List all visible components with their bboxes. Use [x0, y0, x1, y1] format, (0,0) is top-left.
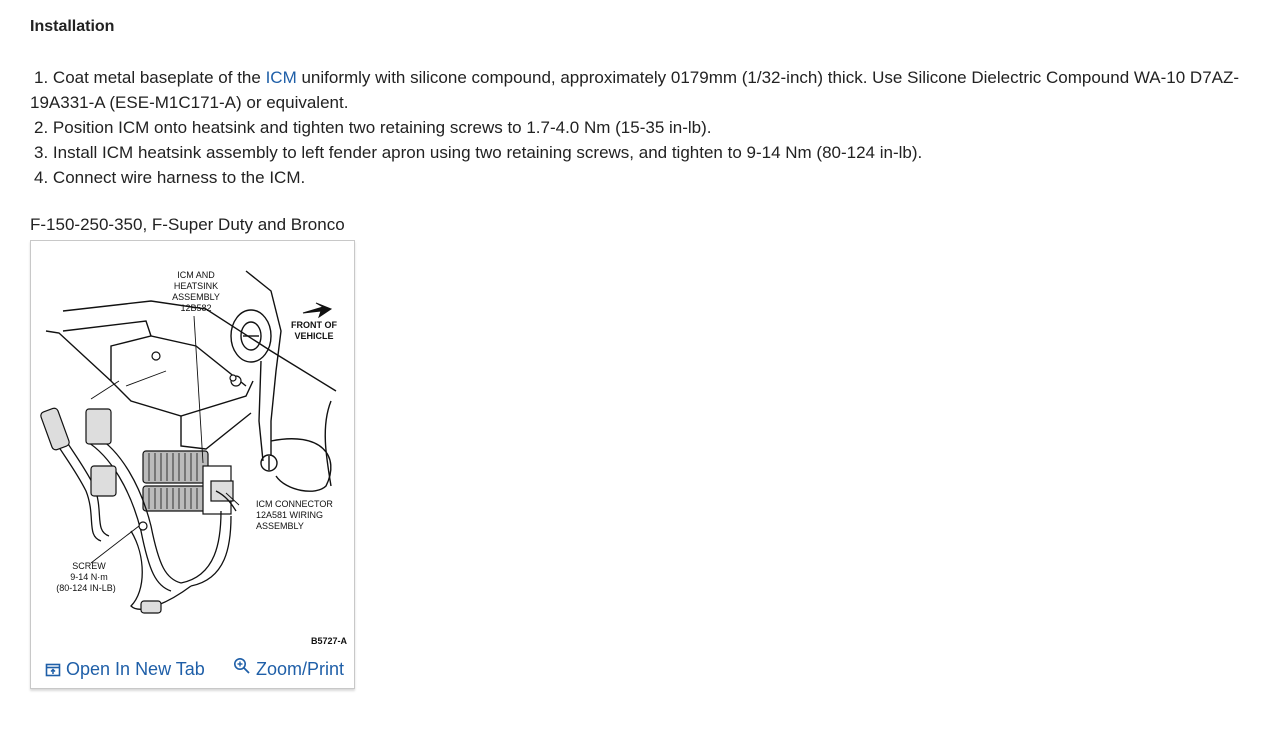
screw-label-line: SCREW [72, 561, 106, 571]
zoom-print-button[interactable] [233, 659, 344, 680]
open-in-new-tab-label: Open In New Tab [66, 659, 205, 679]
open-in-new-tab-button[interactable] [45, 659, 205, 680]
zoom-print-label: Zoom/Print [256, 659, 345, 679]
step-item [30, 165, 1260, 190]
step-number: 3. [34, 143, 49, 162]
direction-arrow-icon [303, 303, 331, 317]
icm-installation-diagram [31, 241, 354, 651]
step-item [30, 65, 1260, 115]
step-text: Connect wire harness to the ICM. [52, 168, 306, 187]
figure-card [30, 240, 355, 689]
open-in-new-tab-icon [45, 662, 61, 678]
icm-link[interactable]: ICM [265, 68, 297, 87]
step-number: 2. [34, 118, 49, 137]
icm-label-line: 12B582 [180, 303, 212, 313]
icm-label-line: HEATSINK [173, 281, 219, 291]
step-number: 4. [34, 168, 49, 187]
icm-label-line: ICM AND [177, 270, 215, 280]
step-text: uniformly with silicone compound, approximately 0179mm (1/32-inch) thick. Use Silicone Dielectric Compound WA-10 D7AZ-19A331-A (ESE-M1C171-A) or equivalent. [30, 68, 1240, 112]
vehicle-caption: F-150-250-350, F-Super Duty and Bronco [30, 215, 345, 234]
screw-label-line: (80-124 IN-LB) [56, 583, 116, 593]
figure-code: B5727-A [310, 636, 347, 646]
step-item [30, 115, 1260, 140]
zoom-in-icon [233, 657, 251, 675]
step-text: Coat metal baseplate of the [52, 68, 266, 87]
front-label-line: FRONT OF [291, 320, 337, 330]
step-item [30, 140, 1260, 165]
connector-label-line: 12A581 WIRING [256, 510, 324, 520]
icm-label-line: ASSEMBLY [172, 292, 220, 302]
step-number: 1. [34, 68, 49, 87]
installation-steps [30, 65, 1260, 190]
front-label-line: VEHICLE [294, 331, 334, 341]
figure-actions [31, 651, 354, 687]
installation-heading: Installation [30, 18, 115, 35]
step-text: Install ICM heatsink assembly to left fender apron using two retaining screws, and tighten to 9-14 Nm (80-124 in-lb). [52, 143, 923, 162]
step-text: Position ICM onto heatsink and tighten two retaining screws to 1.7-4.0 Nm (15-35 in-lb). [52, 118, 712, 137]
connector-label-line: ICM CONNECTOR [256, 499, 333, 509]
connector-label-line: ASSEMBLY [256, 521, 304, 531]
screw-label-line: 9-14 N·m [70, 572, 108, 582]
